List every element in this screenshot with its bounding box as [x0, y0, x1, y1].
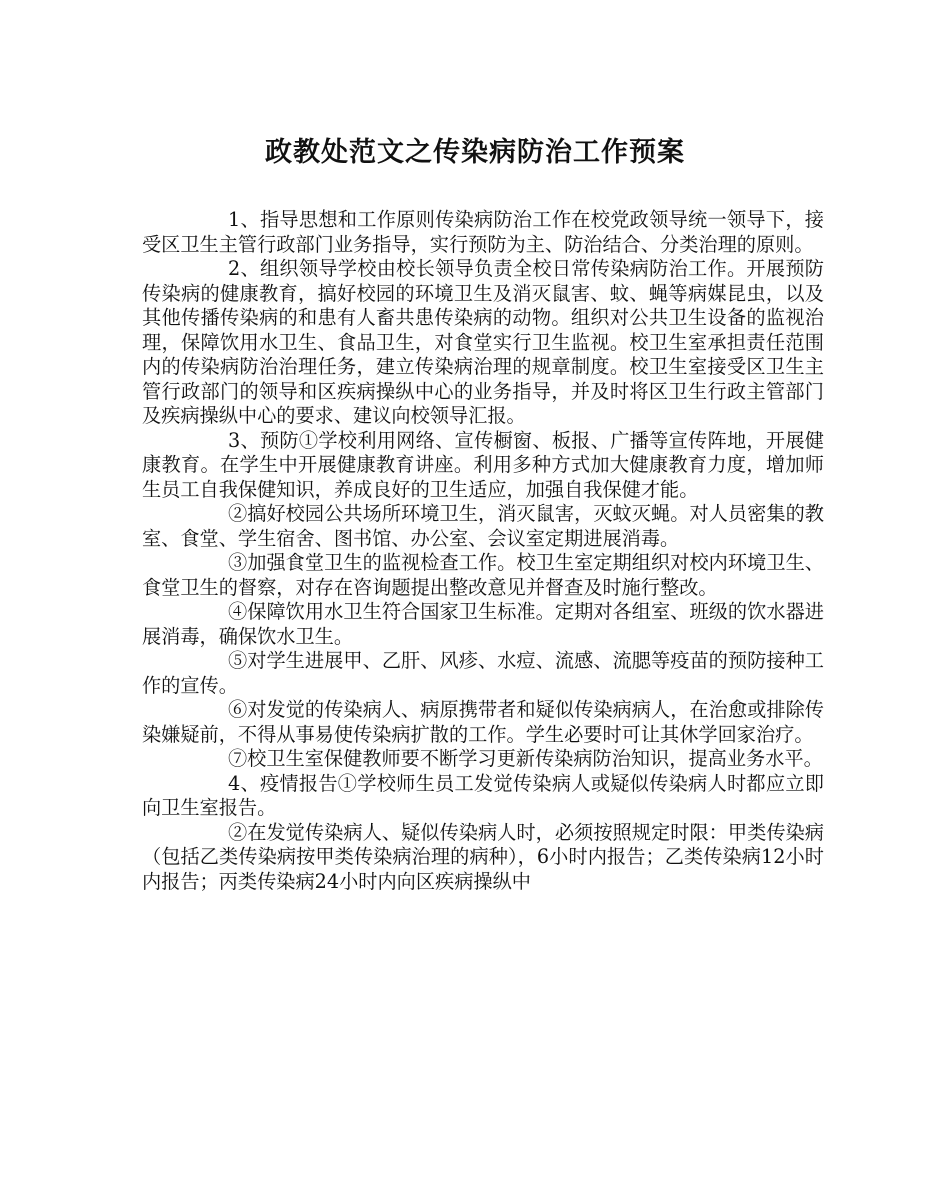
paragraph-prevention-canteen: ③加强食堂卫生的监视检查工作。校卫生室定期组织对校内环境卫生、食堂卫生的督察，对存在咨询题提出整改意见并督查及时施行整改。 — [142, 551, 824, 599]
paragraph-prevention-vaccination: ⑤对学生进展甲、乙肝、风疹、水痘、流感、流腮等疫苗的预防接种工作的宣传。 — [142, 649, 824, 697]
paragraph-prevention-water: ④保障饮用水卫生符合国家卫生标准。定期对各组室、班级的饮水器进展消毒，确保饮水卫生。 — [142, 600, 824, 648]
document-title: 政教处范文之传染病防治工作预案 — [265, 137, 685, 168]
paragraph-prevention-staff-training: ⑦校卫生室保健教师要不断学习更新传染病防治知识，提高业务水平。 — [228, 747, 823, 770]
paragraph-organization: 2、组织领导学校由校长领导负责全校日常传染病防治工作。开展预防传染病的健康教育，搞好校园的环境卫生及消灭鼠害、蚊、蝇等病媒昆虫，以及其他传播传染病的和患有人畜共患传染病的动物。组织对公共卫生设备的监视治理，保障饮用水卫生、食品卫生，对食堂实行卫生监视。校卫生室承担责任范围内的传染病防治治理任务，建立传染病治理的规章制度。校卫生室接受区卫生主管行政部门的领导和区疾病操纵中心的业务指导，并及时将区卫生行政主管部门及疾病操纵中心的要求、建议向校领导汇报。 — [142, 257, 824, 427]
paragraph-prevention-education: 3、预防①学校利用网络、宣传橱窗、板报、广播等宣传阵地，开展健康教育。在学生中开展健康教育讲座。利用多种方式加大健康教育力度，增加师生员工自我保健知识，养成良好的卫生适应，加强自我保健才能。 — [142, 428, 824, 501]
paragraph-prevention-environment: ②搞好校园公共场所环境卫生，消灭鼠害，灭蚊灭蝇。对人员密集的教室、食堂、学生宿舍、图书馆、办公室、会议室定期进展消毒。 — [142, 502, 824, 550]
paragraph-guiding-principles: 1、指导思想和工作原则传染病防治工作在校党政领导统一领导下，接受区卫生主管行政部门业务指导，实行预防为主、防治结合、分类治理的原则。 — [142, 208, 824, 256]
document-body — [142, 208, 824, 894]
paragraph-epidemic-report: 4、疫情报告①学校师生员工发觉传染病人或疑似传染病人时都应立即向卫生室报告。 — [142, 771, 824, 819]
paragraph-report-time-limits: ②在发觉传染病人、疑似传染病人时，必须按照规定时限：甲类传染病（包括乙类传染病按甲类传染病治理的病种），6小时内报告；乙类传染病12小时内报告；丙类传染病24小时内向区疾病操纵中 — [142, 820, 824, 893]
paragraph-prevention-patients: ⑥对发觉的传染病人、病原携带者和疑似传染病病人，在治愈或排除传染嫌疑前，不得从事易使传染病扩散的工作。学生必要时可让其休学回家治疗。 — [142, 698, 824, 746]
